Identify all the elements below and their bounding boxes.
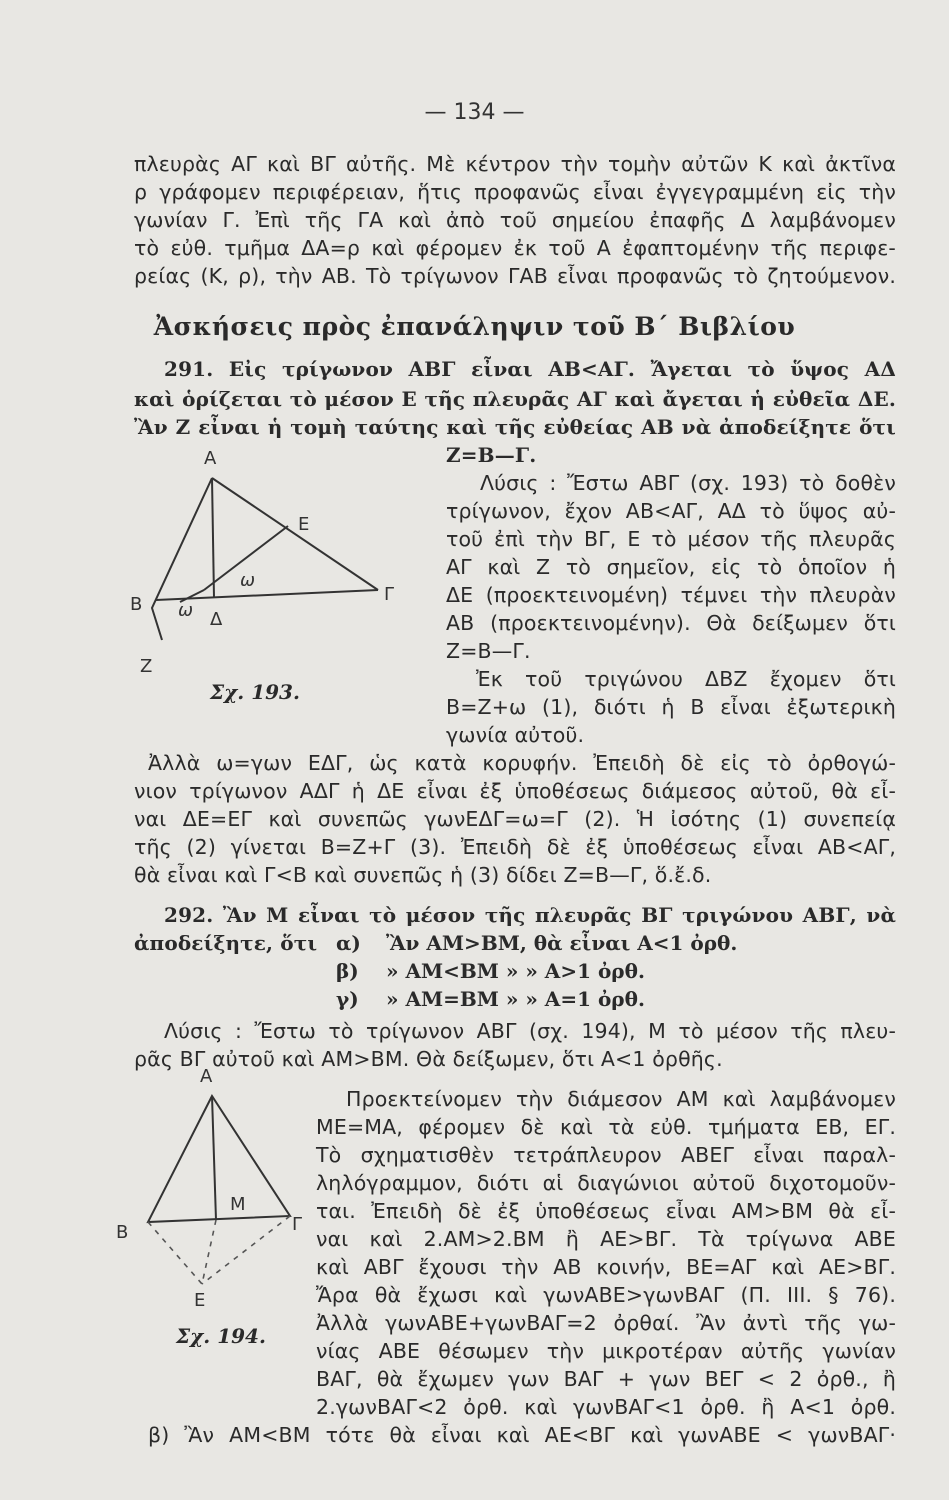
- exercise-291-statement: καὶ ὁρίζεται τὸ μέσον Ε τῆς πλευρᾶς ΑΓ καὶ ἄγεται ἡ εὐθεῖα ΔΕ.: [134, 387, 896, 411]
- text-line: Λύσις : Ἔστω τὸ τρίγωνον ΑΒΓ (σχ. 194), Μ τὸ μέσον τῆς πλευ-: [164, 1019, 896, 1043]
- segment-BE-line: [148, 1222, 202, 1284]
- angle-label-omega: ω: [178, 600, 194, 621]
- vertex-label-G: Γ: [292, 1214, 303, 1235]
- text-line: πλευρὰς ΑΓ καὶ ΒΓ αὐτῆς. Μὲ κέντρον τὴν τομὴν αὐτῶν Κ καὶ ἀκτῖνα: [134, 152, 896, 176]
- text-line: ναι ΔΕ=ΕΓ καὶ συνεπῶς γωνΕΔΓ=ω=Γ (2). Ἡ ἰσότης (1) συνεπείᾳ: [134, 807, 896, 831]
- vertex-label-A: Α: [204, 448, 217, 469]
- case-condition: Ἂν ΑΜ>ΒΜ, θὰ εἶναι Α<1 ὀρθ.: [386, 931, 738, 955]
- text-line: Λύσις : Ἔστω ΑΒΓ (σχ. 193) τὸ δοθὲν: [480, 471, 896, 495]
- text-line: καὶ ΑΒΓ ἔχουσι τὴν ΑΒ κοινήν, ΒΕ=ΑΓ καὶ ΑΕ>ΒΓ.: [316, 1255, 896, 1279]
- text-line: ρᾶς ΒΓ αὐτοῦ καὶ ΑΜ>ΒΜ. Θὰ δείξωμεν, ὅτι Α<1 ὀρθῆς.: [134, 1047, 723, 1071]
- figure-caption: Σχ. 193.: [210, 680, 300, 704]
- point-label-D: Δ: [210, 609, 223, 630]
- text-line: ναι καὶ 2.ΑΜ>2.ΒΜ ἢ ΑΕ>ΒΓ. Τὰ τρίγωνα ΑΒΕ: [316, 1227, 896, 1251]
- page-number: — 134 —: [424, 100, 525, 125]
- text-line: Β=Ζ+ω (1), διότι ἡ Β εἶναι ἐξωτερικὴ: [446, 695, 896, 719]
- text-line: νίας ΑΒΕ θέσωμεν τὴν μικροτέραν αὐτῆς γωνίαν: [316, 1339, 896, 1363]
- segment-GE-line: [202, 1216, 290, 1284]
- triangle-ABG-outline: [148, 1096, 290, 1222]
- text-line: ΜΕ=ΜΑ, φέρομεν δὲ καὶ τὰ εὐθ. τμήματα ΕΒ, ΕΓ.: [316, 1115, 896, 1139]
- extension-ME-line: [202, 1220, 216, 1284]
- case-label: α): [336, 931, 361, 955]
- text-line: τῆς (2) γίνεται Β=Ζ+Γ (3). Ἐπειδὴ δὲ ἐξ ὑποθέσεως εἶναι ΑΒ<ΑΓ,: [134, 835, 896, 859]
- angle-label-omega: ω: [240, 570, 256, 591]
- median-AM-line: [212, 1096, 216, 1220]
- exercise-291-statement: 291. Εἰς τρίγωνον ΑΒΓ εἶναι ΑΒ<ΑΓ. Ἄγεται τὸ ὕψος ΑΔ: [164, 357, 896, 381]
- text-line: ρείας (Κ, ρ), τὴν ΑΒ. Τὸ τρίγωνον ΓΑΒ εἶναι προφανῶς τὸ ζητούμενον.: [134, 264, 896, 288]
- case-label: β): [336, 959, 359, 983]
- vertex-label-B: Β: [116, 1222, 129, 1243]
- case-condition: » ΑΜ=ΒΜ » » Α=1 ὀρθ.: [386, 987, 645, 1011]
- case-condition: » ΑΜ<ΒΜ » » Α>1 ὀρθ.: [386, 959, 645, 983]
- text-line: 2.γωνΒΑΓ<2 ὀρθ. καὶ γωνΒΑΓ<1 ὀρθ. ἢ Α<1 ὀρθ.: [316, 1395, 896, 1419]
- text-line: Ἀλλὰ γωνΑΒΕ+γωνΒΑΓ=2 ὀρθαί. Ἂν ἀντὶ τῆς γω-: [316, 1311, 896, 1335]
- side-BC-line: [156, 590, 378, 600]
- text-line: Ἀλλὰ ω=γων ΕΔΓ, ὡς κατὰ κορυφήν. Ἐπειδὴ δὲ εἰς τὸ ὀρθογώ-: [148, 751, 896, 775]
- section-heading: Ἀσκήσεις πρὸς ἐπανάληψιν τοῦ Β΄ Βιβλίου: [153, 312, 796, 341]
- figure-193: [118, 440, 418, 690]
- text-line: γωνία αὐτοῦ.: [446, 723, 585, 747]
- point-label-M: Μ: [230, 1194, 246, 1215]
- vertex-label-A: Α: [200, 1066, 213, 1087]
- text-line: θὰ εἶναι καὶ Γ<Β καὶ συνεπῶς ἡ (3) δίδει Ζ=Β—Γ, ὅ.ἔ.δ.: [134, 863, 712, 887]
- vertex-label-B: Β: [130, 594, 143, 615]
- side-AC-line: [212, 478, 378, 590]
- text-line: τὸ εὐθ. τμῆμα ΔΑ=ρ καὶ φέρομεν ἐκ τοῦ Α ἐφαπτομένην τῆς περιφε-: [134, 236, 896, 260]
- text-line: τοῦ ἐπὶ τὴν ΒΓ, Ε τὸ μέσον τῆς πλευρᾶς: [446, 527, 896, 551]
- exercise-292-statement: ἀποδείξητε, ὅτι: [134, 931, 318, 955]
- point-label-E: Ε: [194, 1290, 206, 1308]
- text-line: Ζ=Β—Γ.: [446, 639, 531, 663]
- text-line: ται. Ἐπειδὴ δὲ ἐξ ὑποθέσεως εἶναι ΑΜ>ΒΜ θὰ εἶ-: [316, 1199, 896, 1223]
- text-line: γωνίαν Γ. Ἐπὶ τῆς ΓΑ καὶ ἀπὸ τοῦ σημείου ἐπαφῆς Δ λαμβάνομεν: [134, 208, 896, 232]
- point-label-E: Ε: [298, 514, 310, 535]
- text-line: νιον τρίγωνον ΑΔΓ ἡ ΔΕ εἶναι ἐξ ὑποθέσεως διάμεσος αὐτοῦ, θὰ εἶ-: [134, 779, 896, 803]
- text-line: Ἄρα θὰ ἔχωσι καὶ γωνΑΒΕ>γωνΒΑΓ (Π. ΙΙΙ. § 76).: [316, 1283, 896, 1307]
- text-line: ΒΑΓ, θὰ ἔχωμεν γων ΒΑΓ + γων ΒΕΓ < 2 ὀρθ., ἢ: [316, 1367, 896, 1391]
- text-line: ΔΕ (προεκτεινομένη) τέμνει τὴν πλευρὰν: [446, 583, 896, 607]
- text-line: τρίγωνον, ἔχον ΑΒ<ΑΓ, ΑΔ τὸ ὕψος αὐ-: [446, 499, 896, 523]
- exercise-291-statement: Ἂν Ζ εἶναι ἡ τομὴ ταύτης καὶ τῆς εὐθείας ΑΒ νὰ ἀποδείξητε ὅτι: [134, 415, 896, 439]
- figure-caption: Σχ. 194.: [176, 1324, 266, 1348]
- exercise-291-statement: Ζ=Β—Γ.: [446, 443, 537, 467]
- case-label: γ): [336, 987, 359, 1011]
- text-line: β) Ἂν ΑΜ<ΒΜ τότε θὰ εἶναι καὶ ΑΕ<ΒΓ καὶ γωνΑΒΕ < γωνΒΑΓ·: [148, 1423, 896, 1447]
- text-line: ΑΓ καὶ Ζ τὸ σημεῖον, εἰς τὸ ὁποῖον ἡ: [446, 555, 896, 579]
- text-line: Προεκτείνομεν τὴν διάμεσον ΑΜ καὶ λαμβάνομεν: [346, 1087, 896, 1111]
- vertex-label-G: Γ: [384, 584, 395, 605]
- text-line: ληλόγραμμον, διότι αἱ διαγώνιοι αὐτοῦ διχοτομοῦν-: [316, 1171, 896, 1195]
- text-line: ΑΒ (προεκτεινομένην). Θὰ δείξωμεν ὅτι: [446, 611, 896, 635]
- point-label-Z: Ζ: [140, 656, 153, 677]
- exercise-292-statement: 292. Ἂν Μ εἶναι τὸ μέσον τῆς πλευρᾶς ΒΓ τριγώνου ΑΒΓ, νὰ: [164, 903, 896, 927]
- figure-194: [110, 1058, 310, 1308]
- text-line: ρ γράφομεν περιφέρειαν, ἥτις προφανῶς εἶναι ἐγγεγραμμένη εἰς τὴν: [134, 180, 896, 204]
- text-line: Ἐκ τοῦ τριγώνου ΔΒΖ ἔχομεν ὅτι: [476, 667, 896, 691]
- altitude-AD-line: [212, 478, 214, 598]
- text-line: Τὸ σχηματισθὲν τετράπλευρον ΑΒΕΓ εἶναι παραλ-: [316, 1143, 896, 1167]
